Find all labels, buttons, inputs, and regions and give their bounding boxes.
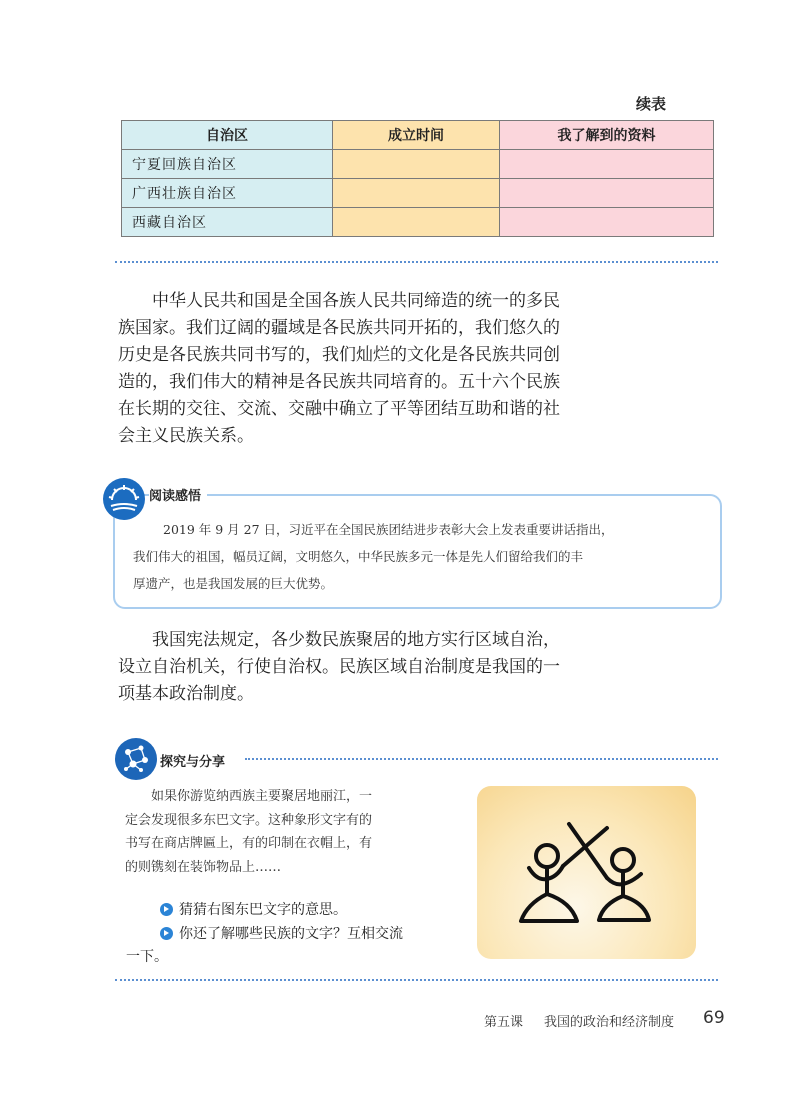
question-2 bbox=[160, 923, 403, 946]
table-row bbox=[122, 179, 714, 208]
page-number: 69 bbox=[703, 1008, 725, 1028]
header-region: 自治区 bbox=[122, 121, 333, 150]
question-2-continued: 一下。 bbox=[126, 949, 168, 965]
paragraph-line: 造的，我们伟大的精神是各民族共同培育的。五十六个民族 bbox=[118, 372, 560, 392]
table-header-row bbox=[122, 121, 714, 150]
region-name-cell: 宁夏回族自治区 bbox=[122, 150, 333, 179]
paragraph-line: 在长期的交往、交流、交融中确立了平等团结互助和谐的社 bbox=[118, 399, 560, 419]
my-info-cell[interactable] bbox=[500, 179, 714, 208]
explore-line: 定会发现很多东巴文字。这种象形文字有的 bbox=[125, 812, 373, 828]
header-established-time: 成立时间 bbox=[333, 121, 500, 150]
reading-text bbox=[133, 516, 713, 597]
explore-line: 如果你游览纳西族主要聚居地丽江，一 bbox=[151, 789, 373, 804]
region-name-cell: 西藏自治区 bbox=[122, 208, 333, 237]
header-my-info: 我了解到的资料 bbox=[500, 121, 714, 150]
paragraph-line: 设立自治机关，行使自治权。民族区域自治制度是我国的一 bbox=[118, 657, 560, 677]
continued-table-label: 续表 bbox=[636, 95, 667, 113]
explore-title: 探究与分享 bbox=[160, 755, 226, 770]
paragraph-line: 我国宪法规定，各少数民族聚居的地方实行区域自治， bbox=[152, 630, 560, 650]
question-1 bbox=[160, 899, 347, 922]
my-info-cell[interactable] bbox=[500, 208, 714, 237]
established-time-cell[interactable] bbox=[333, 150, 500, 179]
paragraph-line: 中华人民共和国是全国各族人民共同缔造的统一的多民 bbox=[152, 291, 560, 311]
arrow-bullet-icon bbox=[160, 903, 173, 916]
my-info-cell[interactable] bbox=[500, 150, 714, 179]
question-2-text: 你还了解哪些民族的文字？互相交流 bbox=[179, 926, 403, 942]
paragraph-line: 历史是各民族共同书写的，我们灿烂的文化是各民族共同创 bbox=[118, 345, 560, 365]
reading-line: 厚遗产，也是我国发展的巨大优势。 bbox=[133, 576, 334, 591]
dongba-script-image bbox=[477, 786, 696, 959]
dotted-divider bbox=[115, 261, 718, 263]
main-paragraph-unity bbox=[118, 288, 588, 450]
established-time-cell[interactable] bbox=[333, 208, 500, 237]
explore-icon bbox=[115, 738, 157, 780]
explore-dotted-line bbox=[245, 758, 718, 760]
established-time-cell[interactable] bbox=[333, 179, 500, 208]
footer-lesson: 第五课 bbox=[484, 1015, 524, 1030]
table-row bbox=[122, 208, 714, 237]
arrow-bullet-icon bbox=[160, 927, 173, 940]
reading-line: 2019 年 9 月 27 日，习近平在全国民族团结进步表彰大会上发表重要讲话指出， bbox=[163, 522, 614, 537]
question-1-text: 猜猜右图东巴文字的意思。 bbox=[179, 902, 347, 918]
region-name-cell: 广西壮族自治区 bbox=[122, 179, 333, 208]
bottom-dotted-divider bbox=[115, 979, 718, 981]
explore-line: 的则镌刻在装饰物品上…… bbox=[125, 859, 282, 875]
footer-title: 我国的政治和经济制度 bbox=[544, 1015, 675, 1030]
main-paragraph-autonomy bbox=[118, 627, 588, 708]
paragraph-line: 项基本政治制度。 bbox=[118, 684, 254, 704]
reading-title: 阅读感悟 bbox=[149, 485, 207, 504]
paragraph-line: 会主义民族关系。 bbox=[118, 426, 254, 446]
reading-line: 我们伟大的祖国，幅员辽阔，文明悠久，中华民族多元一体是先人们留给我们的丰 bbox=[133, 549, 584, 564]
reading-icon bbox=[103, 478, 145, 520]
table-row bbox=[122, 150, 714, 179]
explore-text bbox=[125, 785, 455, 879]
autonomous-regions-table bbox=[121, 120, 714, 237]
paragraph-line: 族国家。我们辽阔的疆域是各民族共同开拓的，我们悠久的 bbox=[118, 318, 560, 338]
explore-line: 书写在商店牌匾上，有的印制在衣帽上，有 bbox=[125, 836, 373, 851]
